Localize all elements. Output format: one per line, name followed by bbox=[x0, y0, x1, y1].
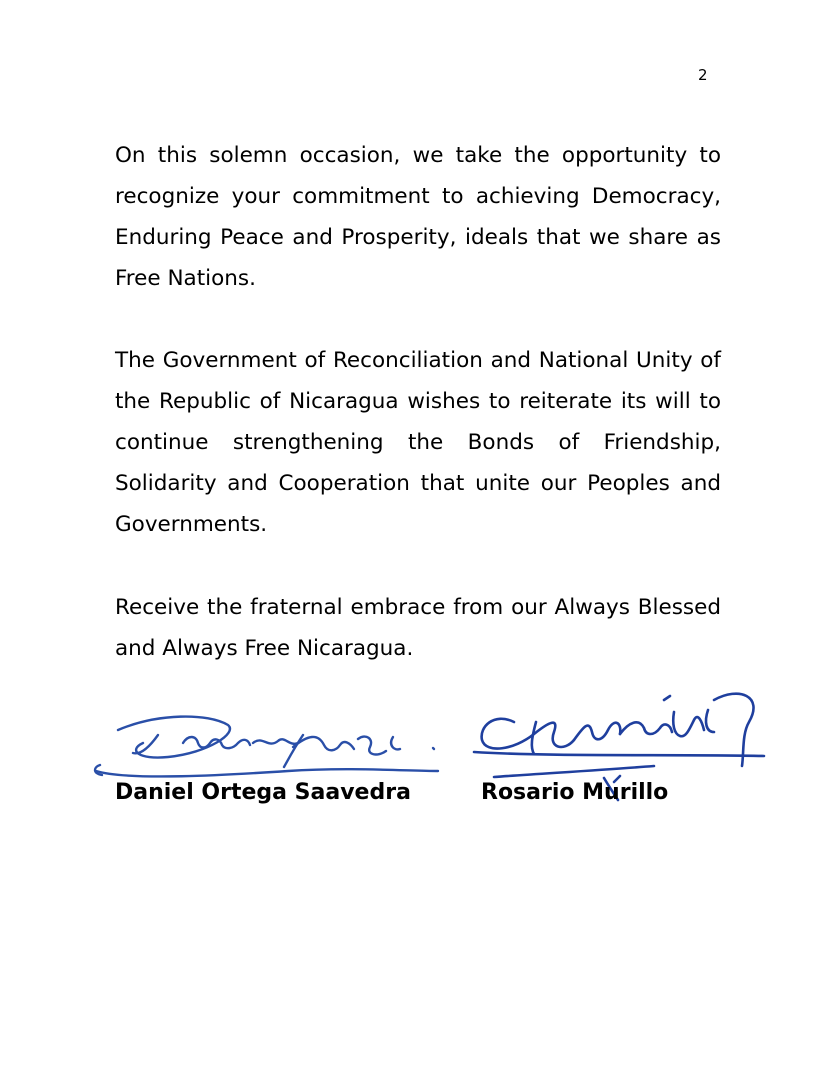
page-number: 2 bbox=[698, 66, 708, 84]
signer-name-ortega: Daniel Ortega Saavedra bbox=[115, 780, 411, 805]
signer-name-murillo: Rosario Murillo bbox=[481, 780, 669, 805]
signature-ortega bbox=[88, 705, 448, 787]
paragraph-solemn-occasion: On this solemn occasion, we take the opportunity to recognize your commitment to achieving Democracy, Enduring Peace and Prosperity, ideals that we share as Free Nations. bbox=[115, 143, 721, 291]
paragraph-government-bonds: The Government of Reconciliation and National Unity of the Republic of Nicaragua wishes to reiterate its will to continue strengthening the Bonds of Friendship, Solidarity and Cooperation that unite our Peoples and Governments. bbox=[115, 348, 721, 537]
paragraph-fraternal-embrace: Receive the fraternal embrace from our Always Blessed and Always Free Nicaragua. bbox=[115, 595, 721, 661]
